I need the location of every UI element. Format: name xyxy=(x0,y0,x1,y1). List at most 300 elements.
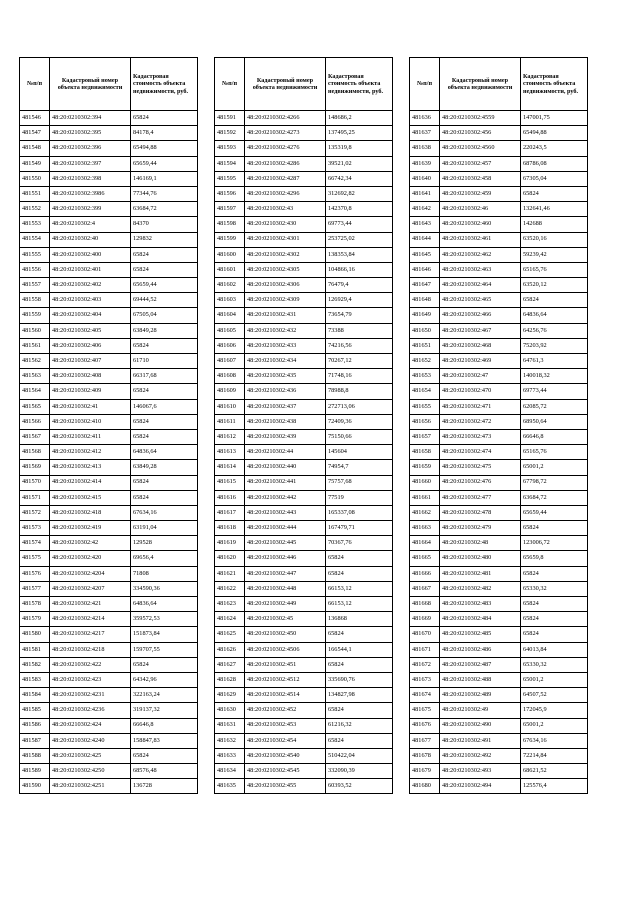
cadastral-cost: 332090,39 xyxy=(326,764,393,779)
table-row xyxy=(215,536,393,551)
table-row xyxy=(20,262,198,277)
table-row xyxy=(410,338,588,353)
cadastral-cost: 125576,4 xyxy=(521,779,588,794)
cadastral-cost: 67634,16 xyxy=(131,505,198,520)
row-number: 481628 xyxy=(215,672,245,687)
cadastral-number: 48:20:0210302:40 xyxy=(50,232,131,247)
cadastral-number: 48:20:0210302:4559 xyxy=(440,111,521,126)
table-row xyxy=(410,202,588,217)
cadastral-cost: 72409,36 xyxy=(326,414,393,429)
cadastral-cost: 66646,8 xyxy=(521,429,588,444)
row-number: 481602 xyxy=(215,278,245,293)
row-number: 481572 xyxy=(20,505,50,520)
row-number: 481671 xyxy=(410,642,440,657)
table-row xyxy=(20,293,198,308)
cadastral-number: 48:20:0210302:419 xyxy=(50,521,131,536)
row-number: 481616 xyxy=(215,490,245,505)
cadastral-cost: 68576,48 xyxy=(131,764,198,779)
cadastral-number: 48:20:0210302:470 xyxy=(440,384,521,399)
table-row xyxy=(20,612,198,627)
row-number: 481626 xyxy=(215,642,245,657)
cadastral-number: 48:20:0210302:446 xyxy=(245,551,326,566)
table-row xyxy=(410,141,588,156)
cadastral-number: 48:20:0210302:460 xyxy=(440,217,521,232)
cadastral-number: 48:20:0210302:406 xyxy=(50,338,131,353)
cadastral-number: 48:20:0210302:407 xyxy=(50,354,131,369)
row-number: 481622 xyxy=(215,581,245,596)
table-header-row xyxy=(215,58,393,111)
cadastral-number: 48:20:0210302:436 xyxy=(245,384,326,399)
cadastral-cost: 65824 xyxy=(131,247,198,262)
row-number: 481560 xyxy=(20,323,50,338)
cadastral-cost: 63849,28 xyxy=(131,460,198,475)
cadastral-cost: 65824 xyxy=(131,262,198,277)
cadastral-cost: 69773,44 xyxy=(326,217,393,232)
cadastral-table-1 xyxy=(19,57,198,794)
row-number: 481547 xyxy=(20,126,50,141)
table-row xyxy=(410,414,588,429)
cadastral-number: 48:20:0210302:466 xyxy=(440,308,521,323)
cadastral-cost: 220243,5 xyxy=(521,141,588,156)
row-number: 481556 xyxy=(20,262,50,277)
header-number: №п/п xyxy=(215,58,245,111)
cadastral-number: 48:20:0210302:41 xyxy=(50,399,131,414)
row-number: 481632 xyxy=(215,733,245,748)
row-number: 481553 xyxy=(20,217,50,232)
table-row xyxy=(215,323,393,338)
cadastral-cost: 65824 xyxy=(326,733,393,748)
row-number: 481588 xyxy=(20,748,50,763)
cadastral-number: 48:20:0210302:438 xyxy=(245,414,326,429)
row-number: 481666 xyxy=(410,566,440,581)
cadastral-number: 48:20:0210302:477 xyxy=(440,490,521,505)
table-row xyxy=(20,764,198,779)
row-number: 481618 xyxy=(215,521,245,536)
row-number: 481623 xyxy=(215,597,245,612)
table-row xyxy=(20,232,198,247)
table-row xyxy=(410,232,588,247)
cadastral-cost: 63520,16 xyxy=(521,232,588,247)
row-number: 481549 xyxy=(20,156,50,171)
cadastral-cost: 65824 xyxy=(326,551,393,566)
cadastral-cost: 142370,8 xyxy=(326,202,393,217)
cadastral-number: 48:20:0210302:4512 xyxy=(245,672,326,687)
cadastral-number: 48:20:0210302:456 xyxy=(440,126,521,141)
cadastral-number: 48:20:0210302:4560 xyxy=(440,141,521,156)
cadastral-cost: 64836,64 xyxy=(131,445,198,460)
cadastral-cost: 72214,84 xyxy=(521,748,588,763)
cadastral-cost: 65824 xyxy=(521,627,588,642)
table-row xyxy=(20,505,198,520)
cadastral-number: 48:20:0210302:484 xyxy=(440,612,521,627)
table-row xyxy=(215,186,393,201)
cadastral-number: 48:20:0210302:412 xyxy=(50,445,131,460)
cadastral-number: 48:20:0210302:482 xyxy=(440,581,521,596)
cadastral-cost: 334590,36 xyxy=(131,581,198,596)
row-number: 481652 xyxy=(410,354,440,369)
cadastral-cost: 172045,9 xyxy=(521,703,588,718)
row-number: 481605 xyxy=(215,323,245,338)
row-number: 481573 xyxy=(20,521,50,536)
table-row xyxy=(410,566,588,581)
table-row xyxy=(410,536,588,551)
row-number: 481617 xyxy=(215,505,245,520)
cadastral-number: 48:20:0210302:483 xyxy=(440,597,521,612)
table-row xyxy=(215,521,393,536)
cadastral-number: 48:20:0210302:397 xyxy=(50,156,131,171)
cadastral-number: 48:20:0210302:491 xyxy=(440,733,521,748)
table-row xyxy=(215,581,393,596)
row-number: 481674 xyxy=(410,688,440,703)
cadastral-cost: 69444,52 xyxy=(131,293,198,308)
table-row xyxy=(410,748,588,763)
table-row xyxy=(410,308,588,323)
table-row xyxy=(20,217,198,232)
cadastral-number: 48:20:0210302:4236 xyxy=(50,703,131,718)
cadastral-cost: 61710 xyxy=(131,354,198,369)
table-row xyxy=(215,171,393,186)
cadastral-cost: 65659,44 xyxy=(131,278,198,293)
row-number: 481630 xyxy=(215,703,245,718)
cadastral-number: 48:20:0210302:45 xyxy=(245,612,326,627)
table-row xyxy=(215,232,393,247)
cadastral-number: 48:20:0210302:458 xyxy=(440,171,521,186)
row-number: 481663 xyxy=(410,521,440,536)
cadastral-number: 48:20:0210302:418 xyxy=(50,505,131,520)
table-row xyxy=(20,247,198,262)
row-number: 481612 xyxy=(215,429,245,444)
header-cadastral-number: Кадастровый номер объекта недвижимости xyxy=(50,58,131,111)
table-row xyxy=(410,247,588,262)
row-number: 481576 xyxy=(20,566,50,581)
cadastral-number: 48:20:0210302:4217 xyxy=(50,627,131,642)
table-row xyxy=(410,718,588,733)
row-number: 481594 xyxy=(215,156,245,171)
table-row xyxy=(215,414,393,429)
table-row xyxy=(410,429,588,444)
table-row xyxy=(215,141,393,156)
cadastral-cost: 65659,44 xyxy=(131,156,198,171)
cadastral-cost: 158847,83 xyxy=(131,733,198,748)
cadastral-number: 48:20:0210302:488 xyxy=(440,672,521,687)
table-row xyxy=(410,278,588,293)
cadastral-cost: 76479,4 xyxy=(326,278,393,293)
cadastral-number: 48:20:0210302:437 xyxy=(245,399,326,414)
cadastral-number: 48:20:0210302:423 xyxy=(50,672,131,687)
cadastral-cost: 59239,42 xyxy=(521,247,588,262)
cadastral-number: 48:20:0210302:4309 xyxy=(245,293,326,308)
table-row xyxy=(410,293,588,308)
cadastral-cost: 63191,04 xyxy=(131,521,198,536)
cadastral-number: 48:20:0210302:430 xyxy=(245,217,326,232)
cadastral-number: 48:20:0210302:4296 xyxy=(245,186,326,201)
table-row xyxy=(20,354,198,369)
cadastral-cost: 66153,12 xyxy=(326,597,393,612)
row-number: 481566 xyxy=(20,414,50,429)
table-row xyxy=(20,308,198,323)
cadastral-number: 48:20:0210302:396 xyxy=(50,141,131,156)
row-number: 481678 xyxy=(410,748,440,763)
row-number: 481577 xyxy=(20,581,50,596)
table-row xyxy=(215,505,393,520)
row-number: 481620 xyxy=(215,551,245,566)
cadastral-cost: 65165,76 xyxy=(521,445,588,460)
table-row xyxy=(20,733,198,748)
cadastral-number: 48:20:0210302:448 xyxy=(245,581,326,596)
row-number: 481606 xyxy=(215,338,245,353)
row-number: 481595 xyxy=(215,171,245,186)
table-row xyxy=(20,399,198,414)
cadastral-cost: 65824 xyxy=(326,627,393,642)
row-number: 481567 xyxy=(20,429,50,444)
cadastral-number: 48:20:0210302:487 xyxy=(440,657,521,672)
cadastral-cost: 65824 xyxy=(131,490,198,505)
table-row xyxy=(20,672,198,687)
cadastral-number: 48:20:0210302:410 xyxy=(50,414,131,429)
cadastral-number: 48:20:0210302:395 xyxy=(50,126,131,141)
row-number: 481599 xyxy=(215,232,245,247)
row-number: 481587 xyxy=(20,733,50,748)
row-number: 481592 xyxy=(215,126,245,141)
table-row xyxy=(20,202,198,217)
table-row xyxy=(20,171,198,186)
cadastral-cost: 71808 xyxy=(131,566,198,581)
cadastral-number: 48:20:0210302:454 xyxy=(245,733,326,748)
cadastral-number: 48:20:0210302:490 xyxy=(440,718,521,733)
cadastral-cost: 71748,16 xyxy=(326,369,393,384)
cadastral-cost: 66646,8 xyxy=(131,718,198,733)
cadastral-number: 48:20:0210302:485 xyxy=(440,627,521,642)
row-number: 481636 xyxy=(410,111,440,126)
cadastral-cost: 65659,8 xyxy=(521,551,588,566)
cadastral-number: 48:20:0210302:411 xyxy=(50,429,131,444)
row-number: 481603 xyxy=(215,293,245,308)
table-row xyxy=(410,703,588,718)
cadastral-cost: 148686,2 xyxy=(326,111,393,126)
row-number: 481640 xyxy=(410,171,440,186)
cadastral-number: 48:20:0210302:414 xyxy=(50,475,131,490)
table-row xyxy=(215,642,393,657)
table-row xyxy=(20,369,198,384)
cadastral-cost: 136728 xyxy=(131,779,198,794)
table-row xyxy=(215,597,393,612)
table-row xyxy=(20,141,198,156)
cadastral-number: 48:20:0210302:4302 xyxy=(245,247,326,262)
row-number: 481554 xyxy=(20,232,50,247)
cadastral-number: 48:20:0210302:422 xyxy=(50,657,131,672)
cadastral-cost: 67305,04 xyxy=(521,171,588,186)
cadastral-cost: 253725,02 xyxy=(326,232,393,247)
cadastral-cost: 64761,3 xyxy=(521,354,588,369)
table-row xyxy=(410,354,588,369)
cadastral-cost: 510422,04 xyxy=(326,748,393,763)
cadastral-cost: 65824 xyxy=(131,475,198,490)
row-number: 481670 xyxy=(410,627,440,642)
row-number: 481647 xyxy=(410,278,440,293)
table-row xyxy=(215,354,393,369)
cadastral-cost: 74954,7 xyxy=(326,460,393,475)
cadastral-number: 48:20:0210302:394 xyxy=(50,111,131,126)
table-row xyxy=(410,581,588,596)
row-number: 481657 xyxy=(410,429,440,444)
table-row xyxy=(215,627,393,642)
row-number: 481564 xyxy=(20,384,50,399)
table-row xyxy=(20,597,198,612)
row-number: 481563 xyxy=(20,369,50,384)
cadastral-number: 48:20:0210302:475 xyxy=(440,460,521,475)
table-row xyxy=(410,126,588,141)
cadastral-number: 48:20:0210302:481 xyxy=(440,566,521,581)
row-number: 481634 xyxy=(215,764,245,779)
table-row xyxy=(410,764,588,779)
cadastral-number: 48:20:0210302:44 xyxy=(245,445,326,460)
table-row xyxy=(20,688,198,703)
table-row xyxy=(215,566,393,581)
table-row xyxy=(20,475,198,490)
cadastral-cost: 65824 xyxy=(131,414,198,429)
cadastral-cost: 132641,46 xyxy=(521,202,588,217)
row-number: 481654 xyxy=(410,384,440,399)
cadastral-number: 48:20:0210302:4214 xyxy=(50,612,131,627)
cadastral-cost: 75150,66 xyxy=(326,429,393,444)
table-row xyxy=(20,338,198,353)
row-number: 481627 xyxy=(215,657,245,672)
row-number: 481561 xyxy=(20,338,50,353)
row-number: 481578 xyxy=(20,597,50,612)
row-number: 481667 xyxy=(410,581,440,596)
cadastral-number: 48:20:0210302:463 xyxy=(440,262,521,277)
row-number: 481631 xyxy=(215,718,245,733)
cadastral-cost: 312692,82 xyxy=(326,186,393,201)
header-cadastral-number: Кадастровый номер объекта недвижимости xyxy=(245,58,326,111)
cadastral-cost: 322163,24 xyxy=(131,688,198,703)
table-row xyxy=(215,612,393,627)
cadastral-number: 48:20:0210302:494 xyxy=(440,779,521,794)
cadastral-cost: 65824 xyxy=(521,186,588,201)
row-number: 481672 xyxy=(410,657,440,672)
cadastral-number: 48:20:0210302:48 xyxy=(440,536,521,551)
row-number: 481568 xyxy=(20,445,50,460)
cadastral-cost: 63849,28 xyxy=(131,323,198,338)
row-number: 481624 xyxy=(215,612,245,627)
cadastral-cost: 70367,76 xyxy=(326,536,393,551)
cadastral-number: 48:20:0210302:459 xyxy=(440,186,521,201)
cadastral-cost: 63520,12 xyxy=(521,278,588,293)
cadastral-number: 48:20:0210302:4204 xyxy=(50,566,131,581)
cadastral-number: 48:20:0210302:452 xyxy=(245,703,326,718)
cadastral-cost: 64013,84 xyxy=(521,642,588,657)
table-row xyxy=(215,460,393,475)
cadastral-cost: 166544,1 xyxy=(326,642,393,657)
cadastral-table-2 xyxy=(214,57,393,794)
cadastral-cost: 68621,52 xyxy=(521,764,588,779)
cadastral-number: 48:20:0210302:4240 xyxy=(50,733,131,748)
cadastral-cost: 64507,52 xyxy=(521,688,588,703)
row-number: 481653 xyxy=(410,369,440,384)
cadastral-cost: 84370 xyxy=(131,217,198,232)
table-row xyxy=(20,779,198,794)
row-number: 481590 xyxy=(20,779,50,794)
cadastral-cost: 65330,32 xyxy=(521,657,588,672)
cadastral-number: 48:20:0210302:425 xyxy=(50,748,131,763)
row-number: 481609 xyxy=(215,384,245,399)
cadastral-cost: 134827,98 xyxy=(326,688,393,703)
cadastral-number: 48:20:0210302:467 xyxy=(440,323,521,338)
table-row xyxy=(215,399,393,414)
row-number: 481593 xyxy=(215,141,245,156)
table-row xyxy=(410,186,588,201)
cadastral-cost: 142688 xyxy=(521,217,588,232)
cadastral-cost: 65824 xyxy=(131,338,198,353)
cadastral-number: 48:20:0210302:4266 xyxy=(245,111,326,126)
row-number: 481571 xyxy=(20,490,50,505)
cadastral-number: 48:20:0210302:469 xyxy=(440,354,521,369)
cadastral-cost: 65165,76 xyxy=(521,262,588,277)
row-number: 481575 xyxy=(20,551,50,566)
row-number: 481675 xyxy=(410,703,440,718)
table-row xyxy=(215,490,393,505)
cadastral-number: 48:20:0210302:4 xyxy=(50,217,131,232)
row-number: 481598 xyxy=(215,217,245,232)
header-cadastral-cost: Кадастровая стоимость объекта недвижимости, руб. xyxy=(521,58,588,111)
table-row xyxy=(20,429,198,444)
table-row xyxy=(410,490,588,505)
table-row xyxy=(20,384,198,399)
row-number: 481581 xyxy=(20,642,50,657)
row-number: 481610 xyxy=(215,399,245,414)
cadastral-number: 48:20:0210302:4506 xyxy=(245,642,326,657)
row-number: 481646 xyxy=(410,262,440,277)
cadastral-number: 48:20:0210302:464 xyxy=(440,278,521,293)
row-number: 481677 xyxy=(410,733,440,748)
table-row xyxy=(410,612,588,627)
cadastral-number: 48:20:0210302:413 xyxy=(50,460,131,475)
cadastral-cost: 65824 xyxy=(521,612,588,627)
cadastral-cost: 123006,72 xyxy=(521,536,588,551)
cadastral-cost: 65001,2 xyxy=(521,718,588,733)
cadastral-number: 48:20:0210302:4273 xyxy=(245,126,326,141)
cadastral-number: 48:20:0210302:405 xyxy=(50,323,131,338)
table-header-row xyxy=(20,58,198,111)
row-number: 481668 xyxy=(410,597,440,612)
table-row xyxy=(215,718,393,733)
cadastral-number: 48:20:0210302:440 xyxy=(245,460,326,475)
row-number: 481555 xyxy=(20,247,50,262)
cadastral-number: 48:20:0210302:408 xyxy=(50,369,131,384)
cadastral-number: 48:20:0210302:443 xyxy=(245,505,326,520)
cadastral-cost: 140018,32 xyxy=(521,369,588,384)
cadastral-cost: 146067,6 xyxy=(131,399,198,414)
cadastral-cost: 66153,12 xyxy=(326,581,393,596)
cadastral-number: 48:20:0210302:435 xyxy=(245,369,326,384)
cadastral-cost: 65824 xyxy=(326,703,393,718)
header-number: №п/п xyxy=(410,58,440,111)
cadastral-number: 48:20:0210302:399 xyxy=(50,202,131,217)
cadastral-cost: 147001,75 xyxy=(521,111,588,126)
table-row xyxy=(20,551,198,566)
table-row xyxy=(215,111,393,126)
table-row xyxy=(410,399,588,414)
cadastral-cost: 68950,64 xyxy=(521,414,588,429)
cadastral-number: 48:20:0210302:432 xyxy=(245,323,326,338)
row-number: 481552 xyxy=(20,202,50,217)
header-cadastral-cost: Кадастровая стоимость объекта недвижимости, руб. xyxy=(326,58,393,111)
table-header-row xyxy=(410,58,588,111)
cadastral-number: 48:20:0210302:468 xyxy=(440,338,521,353)
row-number: 481579 xyxy=(20,612,50,627)
cadastral-number: 48:20:0210302:415 xyxy=(50,490,131,505)
row-number: 481645 xyxy=(410,247,440,262)
